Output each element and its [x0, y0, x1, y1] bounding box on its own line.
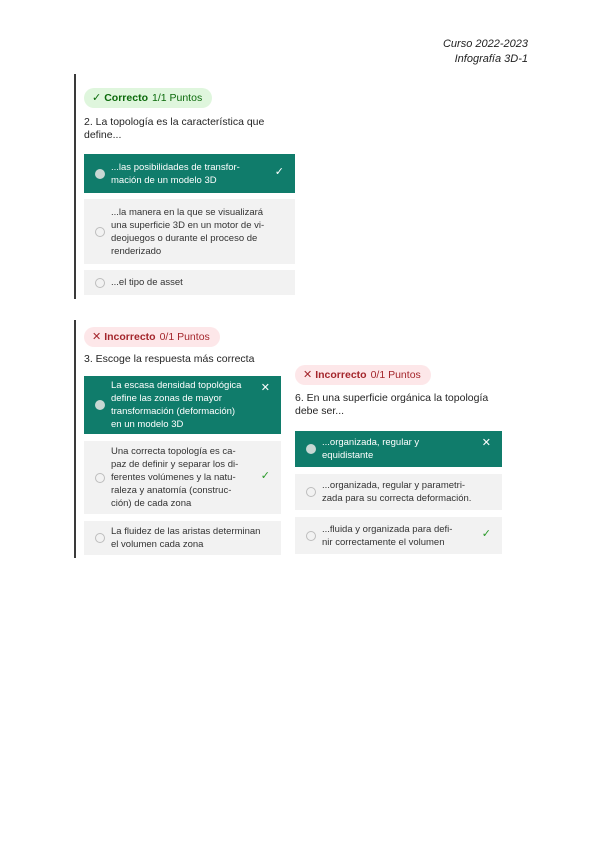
- cross-icon: ✕: [303, 369, 313, 381]
- option-label: ...organizada, regular y parametri- zada para su correcta deformación.: [322, 480, 472, 504]
- radio-icon: [95, 227, 105, 237]
- question-2-text: 2. La topología es la característica que define...: [84, 116, 265, 141]
- q2-option-1[interactable]: [84, 154, 295, 193]
- badge-status: Incorrecto: [315, 369, 367, 381]
- badge-points: 0/1 Puntos: [159, 331, 210, 343]
- radio-icon: [95, 533, 105, 543]
- q2-option-2[interactable]: [84, 199, 295, 264]
- document-header: [443, 37, 528, 67]
- radio-selected-icon: [306, 444, 316, 454]
- badge-points: 0/1 Puntos: [370, 369, 421, 381]
- check-icon: ✓: [92, 92, 102, 104]
- cross-icon: ✕: [481, 437, 491, 449]
- q3-option-3[interactable]: [84, 521, 281, 555]
- q6-option-2[interactable]: [295, 474, 502, 510]
- q6-option-1[interactable]: [295, 431, 502, 467]
- badge-points: 1/1 Puntos: [151, 92, 203, 104]
- radio-icon: [95, 278, 105, 288]
- cross-icon: ✕: [92, 331, 102, 343]
- radio-icon: [306, 531, 316, 541]
- option-label: Una correcta topología es ca- paz de definir y separar los di- ferentes volúmenes y la natu- raleza y anatomía (construc- ción) de cada zona: [111, 446, 239, 509]
- question-block-bar: [74, 74, 76, 299]
- subject-label: Infografía 3D-1: [454, 53, 528, 65]
- result-badge-correct: [84, 88, 212, 108]
- badge-status: Incorrecto: [104, 331, 156, 343]
- radio-selected-icon: [95, 400, 105, 410]
- check-icon: ✓: [481, 527, 491, 540]
- q3-option-2[interactable]: [84, 441, 281, 514]
- q6-option-3[interactable]: [295, 517, 502, 554]
- check-icon: ✓: [260, 469, 270, 482]
- result-badge-incorrect: [295, 365, 431, 385]
- option-label: La fluidez de las aristas determinan el volumen cada zona: [111, 526, 261, 550]
- q3-option-1[interactable]: [84, 376, 281, 434]
- result-badge-incorrect: [84, 327, 220, 347]
- question-3-text: 3. Escoge la respuesta más correcta: [84, 353, 255, 365]
- question-6-text: 6. En una superficie orgánica la topología debe ser...: [295, 392, 489, 417]
- q2-option-3[interactable]: [84, 270, 295, 295]
- cross-icon: ✕: [260, 382, 270, 394]
- radio-selected-icon: [95, 169, 105, 179]
- badge-status: Correcto: [104, 92, 148, 104]
- check-icon: ✓: [274, 165, 284, 178]
- option-label: ...fluida y organizada para defi- nir correctamente el volumen: [322, 523, 453, 548]
- option-label: ...organizada, regular y equidistante: [322, 437, 420, 461]
- question-block-bar: [74, 320, 76, 558]
- radio-icon: [306, 487, 316, 497]
- option-label: ...el tipo de asset: [111, 277, 183, 288]
- option-label: ...las posibilidades de transfor- mación de un modelo 3D: [111, 161, 240, 186]
- option-label: La escasa densidad topológica define las zonas de mayor transformación (deformación) en un modelo 3D: [111, 380, 242, 430]
- course-label: Curso 2022-2023: [442, 38, 528, 50]
- radio-icon: [95, 473, 105, 483]
- option-label: ...la manera en la que se visualizará una superficie 3D en un motor de vi- deojuegos o durante el proceso de renderizado: [111, 206, 265, 257]
